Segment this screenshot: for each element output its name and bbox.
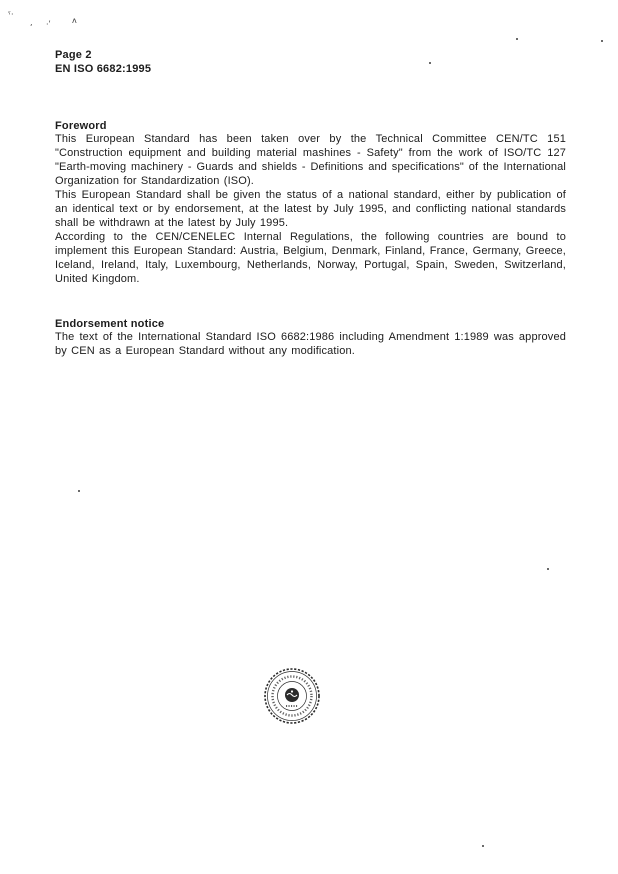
- page-content: [55, 48, 566, 358]
- section-heading-foreword: Foreword: [55, 120, 107, 132]
- scan-artifact: ˁ·: [8, 10, 14, 19]
- foreword-paragraph-2: This European Standard shall be given the status of a national standard, either by publication of an identical text or by endorsement, at the latest by July 1995, and conflicting national standards shall be withdrawn at the latest by July 1995.: [55, 189, 566, 229]
- page-header: [55, 48, 566, 76]
- page-number: Page 2: [55, 49, 92, 61]
- foreword-paragraph-1: This European Standard has been taken over by the Technical Committee CEN/TC 151 "Construction equipment and building material mashines - Safety" from the work of ISO/TC 127 "Earth-moving machinery - Guards and shields - Definitions and specifications" of the International Organization for Standardization (ISO).: [55, 133, 566, 187]
- scan-speck: [601, 40, 603, 42]
- scan-speck: [482, 845, 484, 847]
- scan-speck: [78, 490, 80, 492]
- scan-speck: [547, 568, 549, 570]
- foreword-paragraph-3: According to the CEN/CENELEC Internal Regulations, the following countries are bound to implement this European Standard: Austria, Belgium, Denmark, Finland, France, Germany, Greece, Iceland, Ireland, Italy, Luxembourg, Netherlands, Norway, Portugal, Spain, Sweden, Switzerland, United Kingdom.: [55, 231, 566, 285]
- stamp-seal-icon: [262, 666, 322, 726]
- scan-artifact: ,: [30, 18, 33, 27]
- scan-artifact: ·ʹ: [46, 20, 51, 29]
- endorsement-paragraph: The text of the International Standard ISO 6682:1986 including Amendment 1:1989 was approved by CEN as a European Standard without any modification.: [55, 331, 566, 357]
- official-round-seal-stamp: [262, 666, 322, 726]
- scan-artifact: ʌ: [72, 16, 77, 25]
- section-heading-endorsement: Endorsement notice: [55, 318, 165, 330]
- document-number: EN ISO 6682:1995: [55, 63, 152, 75]
- scan-speck: [516, 38, 518, 40]
